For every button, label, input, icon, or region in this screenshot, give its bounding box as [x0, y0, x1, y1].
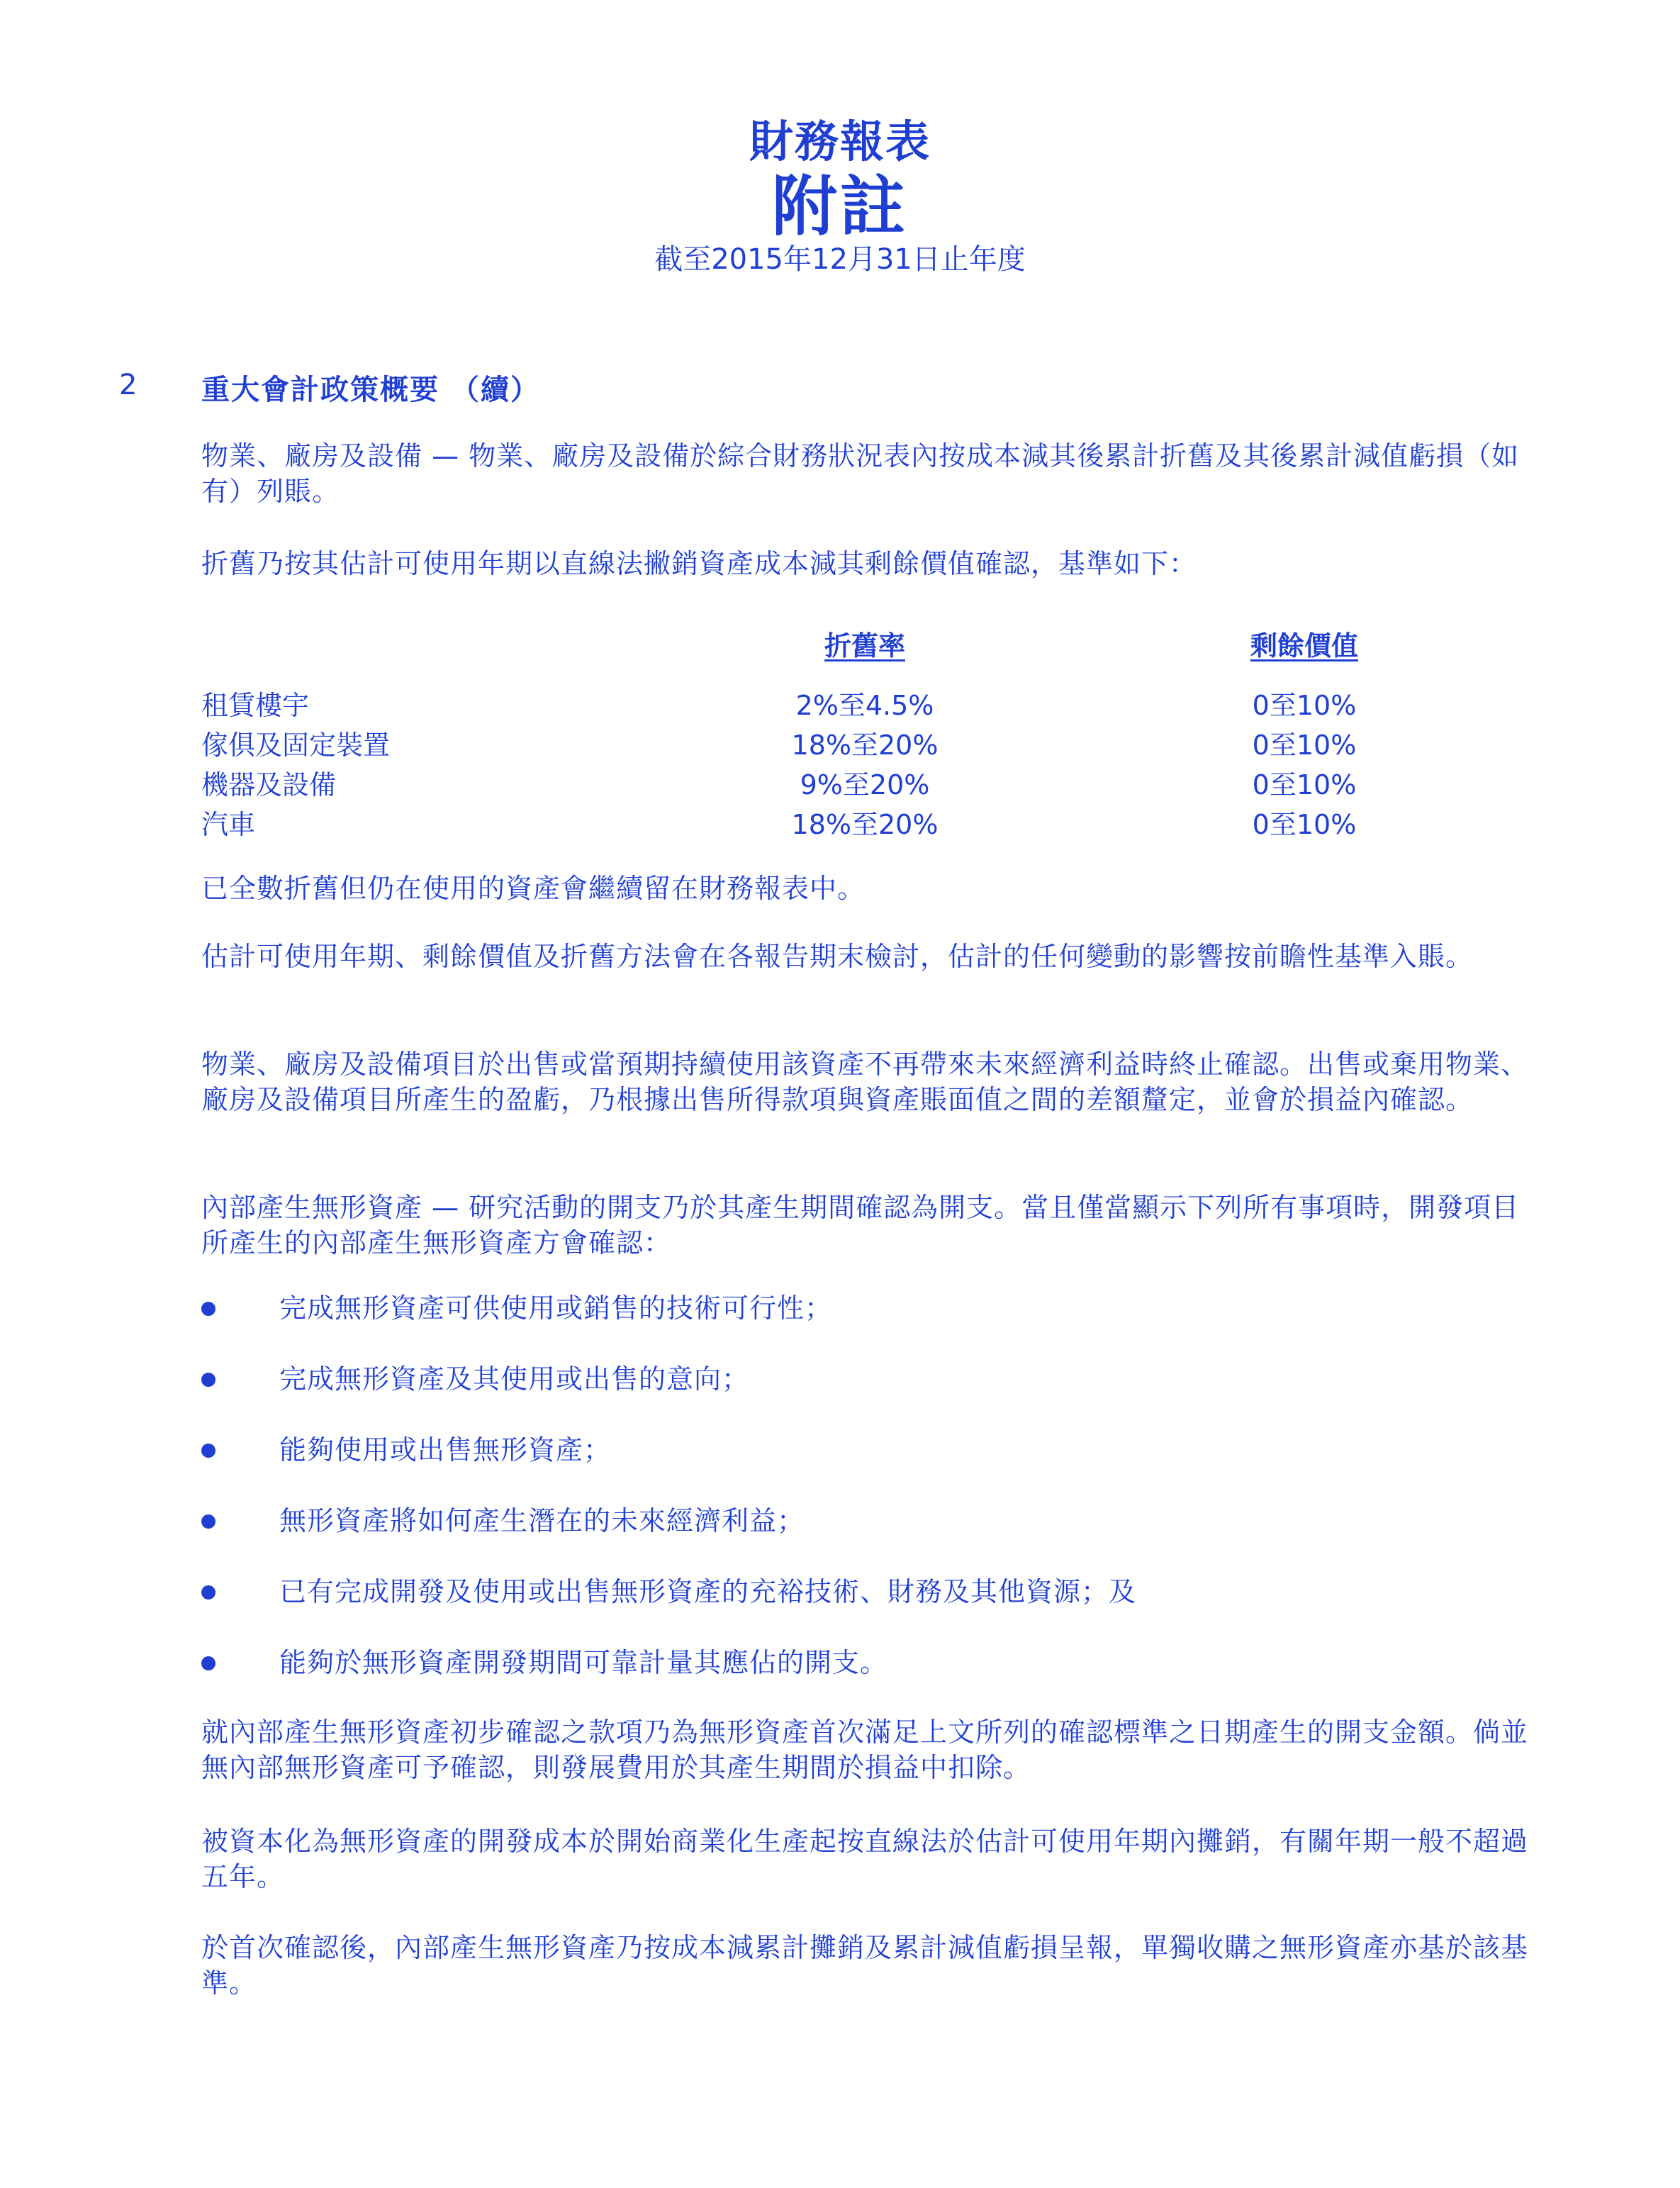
- list-item-text: 無形資產將如何產生潛在的未來經濟利益；: [279, 1505, 805, 1536]
- list-item-text: 能夠使用或出售無形資產；: [279, 1434, 612, 1466]
- asset-residual: 0至10%: [1252, 769, 1357, 800]
- list-item-text: 已有完成開發及使用或出售無形資產的充裕技術、財務及其他資源；及: [279, 1576, 1137, 1607]
- paragraph-depreciation-basis: 折舊乃按其估計可使用年期以直線法撇銷資產成本減其剩餘價值確認，基準如下：: [201, 548, 1197, 579]
- bullet-icon: [201, 1656, 215, 1670]
- paragraph-initial-recognition: 就內部產生無形資產初步確認之款項乃為無形資產首次滿足上文所列的確認標準之日期產生的開支金額。倘並無內部無形資產可予確認，則發展費用於其產生期間於損益中扣除。: [201, 1717, 1529, 1783]
- asset-rate: 18%至20%: [791, 730, 939, 761]
- asset-rate: 2%至4.5%: [795, 690, 934, 721]
- bullet-icon: [201, 1514, 215, 1529]
- paragraph-subsequent-measurement: 於首次確認後，內部產生無形資產乃按成本減累計攤銷及累計減值虧損呈報，單獨收購之無形資產亦基於該基準。: [201, 1932, 1529, 1999]
- paragraph-review-estimates: 估計可使用年期、剩餘價值及折舊方法會在各報告期末檢討，估計的任何變動的影響按前瞻性基準入賬。: [201, 941, 1474, 972]
- asset-residual: 0至10%: [1252, 809, 1357, 840]
- section-number: 2: [119, 369, 138, 401]
- list-item-text: 能夠於無形資產開發期間可靠計量其應佔的開支。: [279, 1647, 888, 1678]
- table-row: [201, 683, 1477, 723]
- table-header-residual-value: 剩餘價值: [1250, 630, 1358, 662]
- paragraph-intangible-assets: 內部產生無形資產 — 研究活動的開支乃於其產生期間確認為開支。當且僅當顯示下列所有事項時，開發項目所產生的內部產生無形資產方會確認：: [201, 1192, 1520, 1258]
- asset-name: 傢俱及固定裝置: [201, 730, 391, 761]
- paragraph-property-plant-equipment: 物業、廠房及設備 — 物業、廠房及設備於綜合財務狀況表內按成本減其後累計折舊及其後累計減值虧損（如有）列賬。: [201, 440, 1520, 507]
- asset-rate: 9%至20%: [800, 769, 930, 800]
- bullet-icon: [201, 1444, 215, 1458]
- table-header-depreciation-rate: 折舊率: [824, 630, 905, 662]
- asset-name: 機器及設備: [201, 769, 337, 800]
- report-period: 截至2015年12月31日止年度: [654, 243, 1026, 276]
- paragraph-amortisation: 被資本化為無形資產的開發成本於開始商業化生產起按直線法於估計可使用年期內攤銷，有關年期一般不超過五年。: [201, 1826, 1529, 1892]
- list-item-text: 完成無形資產及其使用或出售的意向；: [279, 1363, 750, 1395]
- paragraph-derecognition: 物業、廠房及設備項目於出售或當預期持續使用該資產不再帶來未來經濟利益時終止確認。出售或棄用物業、廠房及設備項目所產生的盈虧，乃根據出售所得款項與資產賬面值之間的差額釐定，並會於損益內確認。: [201, 1049, 1529, 1115]
- table-row: [201, 803, 1477, 842]
- section-title: 重大會計政策概要 （續）: [201, 374, 540, 406]
- report-subtitle: 附註: [771, 169, 908, 245]
- table-row: [201, 723, 1477, 763]
- asset-name: 租賃樓宇: [201, 690, 310, 721]
- bullet-icon: [201, 1302, 215, 1316]
- bullet-icon: [201, 1585, 215, 1600]
- report-title: 財務報表: [749, 116, 931, 167]
- asset-rate: 18%至20%: [791, 809, 939, 840]
- asset-name: 汽車: [201, 809, 256, 840]
- asset-residual: 0至10%: [1252, 690, 1357, 721]
- paragraph-fully-depreciated: 已全數折舊但仍在使用的資產會繼續留在財務報表中。: [201, 873, 866, 904]
- asset-residual: 0至10%: [1252, 730, 1357, 761]
- bullet-icon: [201, 1373, 215, 1387]
- list-item-text: 完成無形資產可供使用或銷售的技術可行性；: [279, 1293, 833, 1324]
- table-row: [201, 763, 1477, 803]
